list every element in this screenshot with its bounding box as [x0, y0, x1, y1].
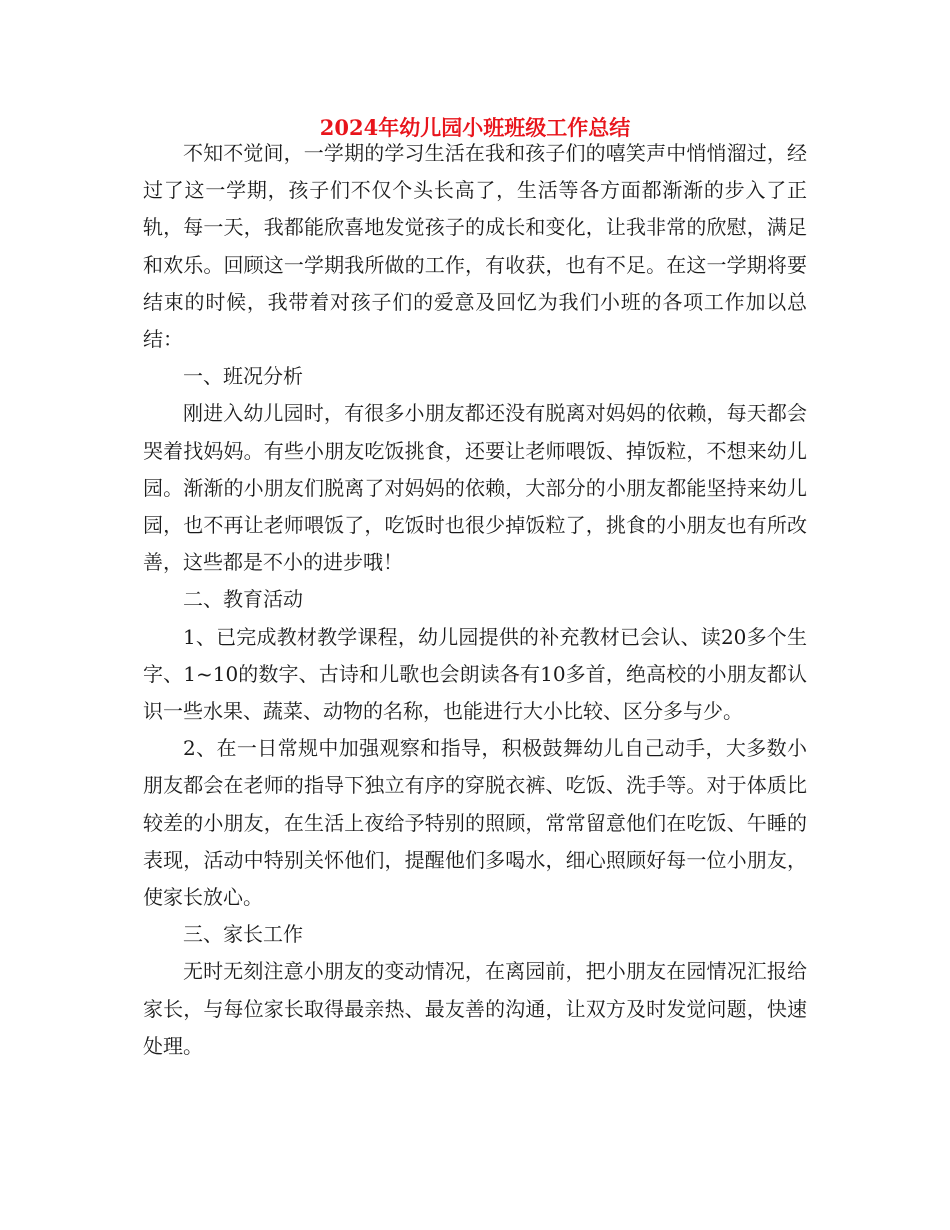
document-body — [143, 135, 807, 1065]
education-item-2-paragraph: 2、在一日常规中加强观察和指导，积极鼓舞幼儿自己动手，大多数小朋友都会在老师的指导下独立有序的穿脱衣裤、吃饭、洗手等。对于体质比较差的小朋友，在生活上夜给予特别的照顾，常常留意他们在吃饭、午睡的表现，活动中特别关怀他们，提醒他们多喝水，细心照顾好每一位小朋友，使家长放心。 — [143, 736, 807, 910]
education-item-1-paragraph: 1、已完成教材教学课程，幼儿园提供的补充教材已会认、读20多个生字、1~10的数字、古诗和儿歌也会朗读各有10多首，绝高校的小朋友都认识一些水果、蔬菜、动物的名称，也能进行大小比较、区分多与少。 — [143, 624, 807, 724]
class-analysis-paragraph: 刚进入幼儿园时，有很多小朋友都还没有脱离对妈妈的依赖，每天都会哭着找妈妈。有些小朋友吃饭挑食，还要让老师喂饭、掉饭粒，不想来幼儿园。渐渐的小朋友们脱离了对妈妈的依赖，大部分的小朋友都能坚持来幼儿园，也不再让老师喂饭了，吃饭时也很少掉饭粒了，挑食的小朋友也有所改善，这些都是不小的进步哦！ — [143, 401, 807, 575]
section-heading-class-analysis: 一、班况分析 — [183, 364, 303, 389]
intro-paragraph: 不知不觉间，一学期的学习生活在我和孩子们的嘻笑声中悄悄溜过，经过了这一学期，孩子们不仅个头长高了，生活等各方面都渐渐的步入了正轨，每一天，我都能欣喜地发觉孩子的成长和变化，让我非常的欣慰，满足和欢乐。回顾这一学期我所做的工作，有收获，也有不足。在这一学期将要结束的时候，我带着对孩子们的爱意及回忆为我们小班的各项工作加以总结： — [143, 141, 807, 352]
parent-work-paragraph: 无时无刻注意小朋友的变动情况，在离园前，把小朋友在园情况汇报给家长，与每位家长取得最亲热、最友善的沟通，让双方及时发觉问题，快速处理。 — [143, 959, 807, 1058]
section-heading-education-activities: 二、教育活动 — [183, 587, 303, 612]
document-title: 2024年幼儿园小班班级工作总结 — [319, 115, 631, 140]
section-heading-parent-work: 三、家长工作 — [183, 922, 303, 947]
